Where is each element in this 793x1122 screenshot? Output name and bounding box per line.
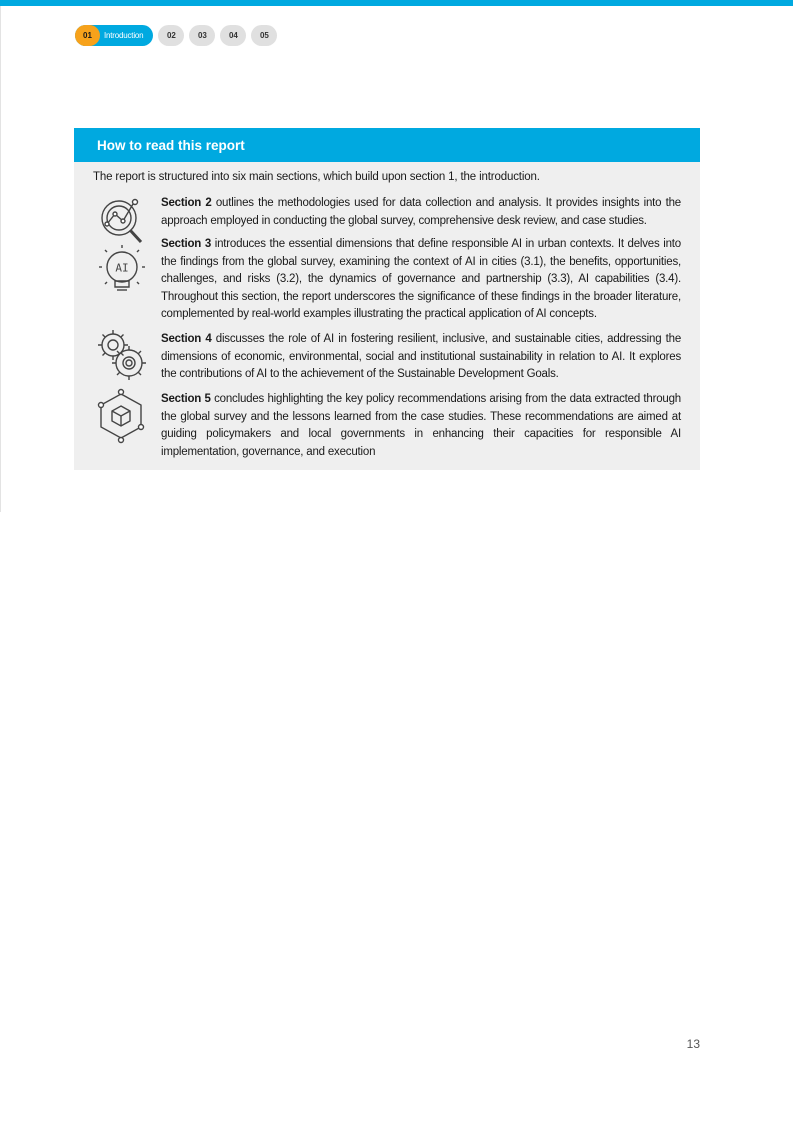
nav-tab-number: 01 — [75, 25, 100, 46]
section-5-description: concludes highlighting the key policy recommendations arising from the data extracted through the global survey and the lessons learned from the case studies. These recommendations are aimed at guiding policymakers and local governments in enhancing their capacities for responsible AI implementation, governance, and execution — [161, 393, 681, 458]
section-3-description: introduces the essential dimensions that define responsible AI in urban contexts. It delves into the findings from the global survey, examining the context of AI in cities (3.1), the benefits, opportunities, challenges, and risks (3.2), the dynamics of governance and partnership (3.3), AI capabilities (3.4). Throughout this section, the report underscores the significance of these findings in the broader literature, complemented by real-world examples illustrating the practical application of AI concepts. — [161, 238, 682, 320]
nav-tab-label: Introduction — [104, 31, 144, 40]
section-5-heading: Section 5 — [161, 393, 211, 405]
page-number: 13 — [686, 1037, 700, 1051]
how-to-read-box — [74, 128, 700, 470]
ai-lightbulb-icon — [93, 243, 151, 301]
section-3-heading: Section 3 — [161, 238, 212, 250]
hexagon-cube-icon — [93, 387, 151, 445]
section-4-heading: Section 4 — [161, 333, 212, 345]
section-2-text — [161, 195, 681, 230]
section-5-text — [161, 391, 681, 461]
nav-tab-05[interactable]: 05 — [251, 25, 277, 46]
top-accent-bar — [0, 0, 793, 6]
nav-tab-02[interactable]: 02 — [158, 25, 184, 46]
section-4-text — [161, 331, 681, 384]
section-3-text — [161, 236, 681, 324]
section-navigation — [75, 25, 277, 46]
left-divider — [0, 6, 1, 512]
nav-tab-introduction[interactable] — [75, 25, 153, 46]
svg-text:AI: AI — [115, 261, 129, 275]
section-2-description: outlines the methodologies used for data collection and analysis. It provides insights into the approach employed in conducting the global survey, comprehensive desk review, and case studies. — [161, 197, 681, 227]
box-intro: The report is structured into six main sections, which build upon section 1, the introduction. — [93, 171, 540, 183]
box-title: How to read this report — [74, 128, 700, 162]
nav-tab-04[interactable]: 04 — [220, 25, 246, 46]
section-2-heading: Section 2 — [161, 197, 212, 209]
section-4-description: discusses the role of AI in fostering resilient, inclusive, and sustainable cities, addressing the dimensions of economic, environmental, social and institutional sustainability in relation to AI. It explores the contributions of AI to the achievement of the Sustainable Development Goals. — [161, 333, 682, 380]
nav-tab-03[interactable]: 03 — [189, 25, 215, 46]
gears-icon — [93, 325, 151, 383]
